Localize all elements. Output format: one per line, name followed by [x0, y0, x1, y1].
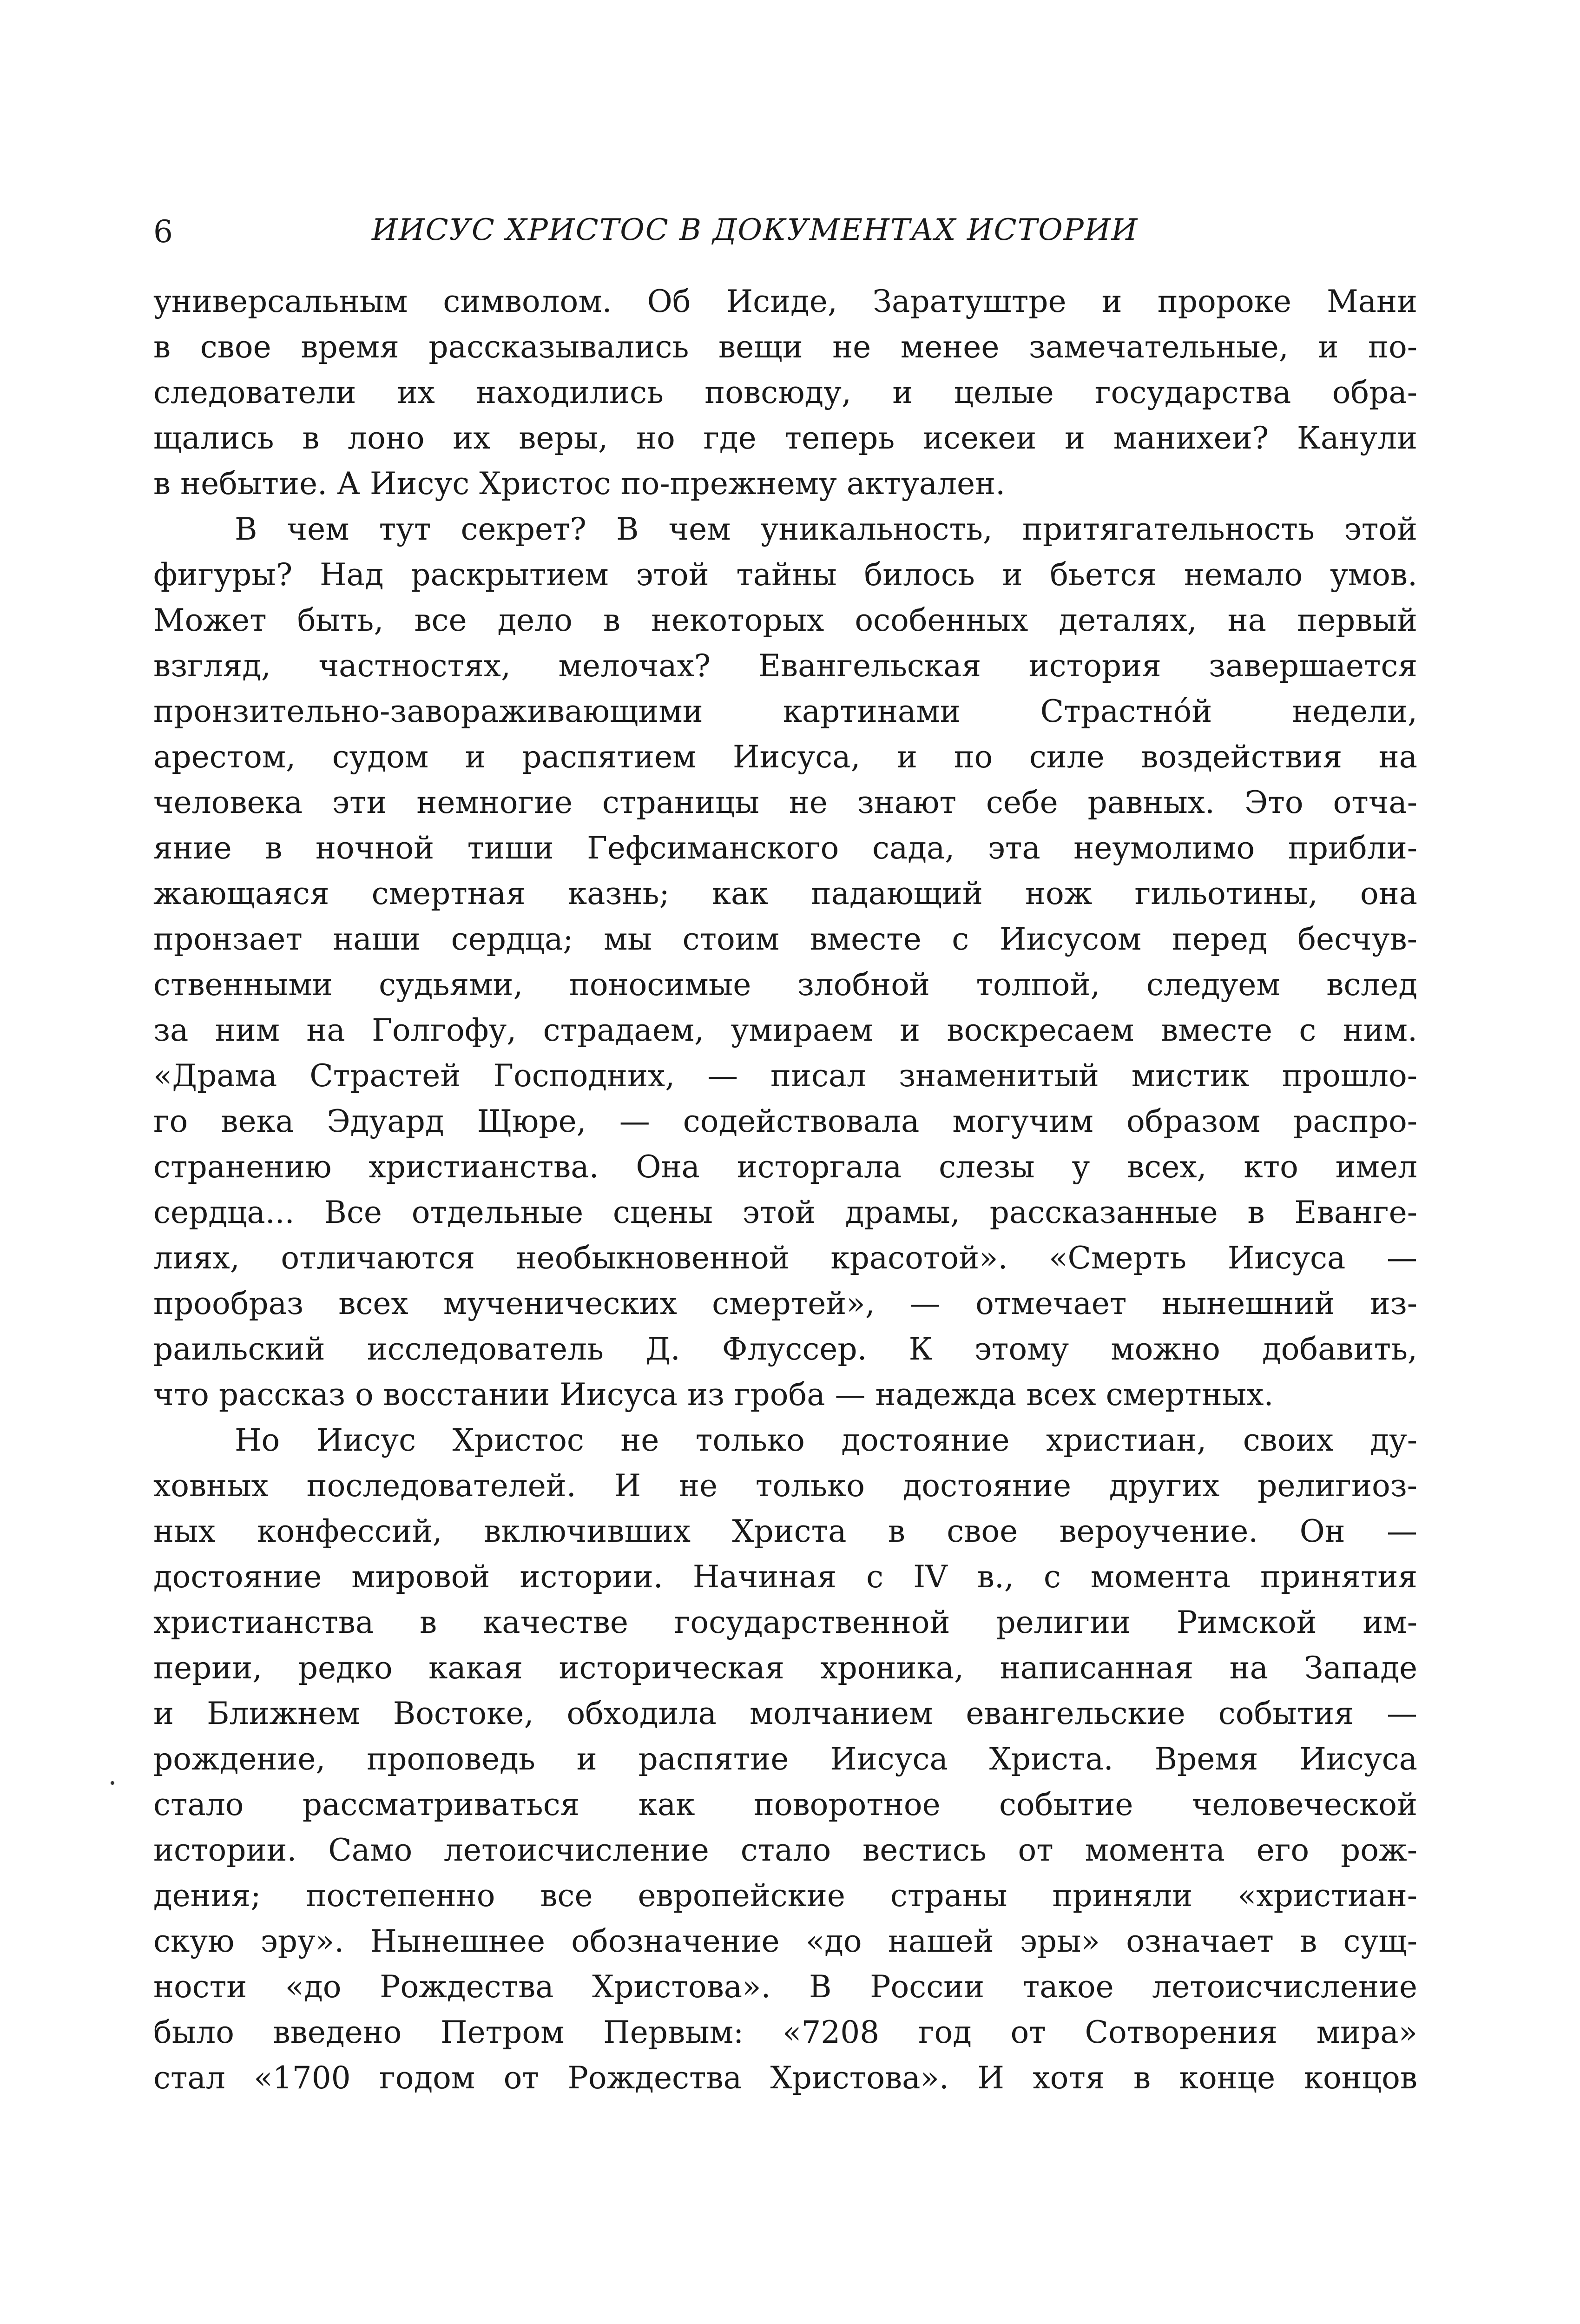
text-line: прообраз всех мученических смертей», — отмечает нынешний из- — [153, 1286, 1417, 1321]
text-line: В чем тут секрет? В чем уникальность, притягательность этой — [235, 511, 1417, 547]
text-line: универсальным символом. Об Исиде, Заратуштре и пророке Мани — [153, 284, 1417, 319]
text-line: дения; постепенно все европейские страны приняли «христиан- — [153, 1878, 1417, 1914]
text-line: человека эти немногие страницы не знают себе равных. Это отча- — [153, 785, 1417, 820]
text-line: рождение, проповедь и распятие Иисуса Христа. Время Иисуса — [153, 1741, 1417, 1777]
body-text — [153, 279, 1417, 2101]
text-line: в свое время рассказывались вещи не менее замечательные, и по- — [153, 329, 1417, 365]
book-page — [153, 205, 1417, 2101]
text-line: стало рассматриваться как поворотное событие человеческой — [153, 1787, 1417, 1822]
text-line: странению христианства. Она исторгала слезы у всех, кто имел — [153, 1149, 1417, 1185]
text-line: за ним на Голгофу, страдаем, умираем и воскресаем вместе с ним. — [153, 1012, 1417, 1048]
text-line: сердца... Все отдельные сцены этой драмы, рассказанные в Еванге- — [153, 1195, 1417, 1230]
text-line: «Драма Страстей Господних, — писал знаменитый мистик прошло- — [153, 1058, 1417, 1094]
text-line: христианства в качестве государственной религии Римской им- — [153, 1604, 1417, 1640]
text-line: го века Эдуард Щюре, — содействовала могучим образом распро- — [153, 1103, 1417, 1139]
text-line: яние в ночной тиши Гефсиманского сада, эта неумолимо прибли- — [153, 830, 1417, 866]
text-line: арестом, судом и распятием Иисуса, и по силе воздействия на — [153, 739, 1417, 775]
page-number: 6 — [153, 214, 173, 250]
text-line: следователи их находились повсюду, и целые государства обра- — [153, 375, 1417, 410]
text-line: стал «1700 годом от Рождества Христова». И хотя в конце концов — [153, 2060, 1417, 2096]
text-line: фигуры? Над раскрытием этой тайны билось и бьется немало умов. — [153, 557, 1417, 593]
text-line: ности «до Рождества Христова». В России такое летоисчисление — [153, 1969, 1417, 2005]
text-line: Может быть, все дело в некоторых особенных деталях, на первый — [153, 602, 1417, 638]
text-line: скую эру». Нынешнее обозначение «до нашей эры» означает в сущ- — [153, 1923, 1417, 1959]
text-line: в небытие. А Иисус Христос по-прежнему актуален. — [153, 466, 1006, 502]
text-line: ных конфессий, включивших Христа в свое вероучение. Он — — [153, 1513, 1417, 1549]
text-line: и Ближнем Востоке, обходила молчанием евангельские события — — [153, 1696, 1417, 1731]
text-line: истории. Само летоисчисление стало вестись от момента его рож- — [153, 1832, 1417, 1868]
text-line: перии, редко какая историческая хроника, написанная на Западе — [153, 1650, 1417, 1686]
text-line: щались в лоно их веры, но где теперь исекеи и манихеи? Канули — [153, 420, 1417, 456]
text-line: раильский исследователь Д. Флуссер. К этому можно добавить, — [153, 1331, 1417, 1367]
text-line: достояние мировой истории. Начиная с IV в., с момента принятия — [153, 1559, 1417, 1595]
text-line: что рассказ о восстании Иисуса из гроба — надежда всех смертных. — [153, 1377, 1274, 1413]
print-speck — [111, 1781, 114, 1785]
text-line: ственными судьями, поносимые злобной толпой, следуем вслед — [153, 967, 1417, 1003]
running-header — [153, 205, 1417, 256]
text-line: лиях, отличаются необыкновенной красотой». «Смерть Иисуса — — [153, 1240, 1417, 1276]
text-line: Но Иисус Христос не только достояние христиан, своих ду- — [235, 1422, 1417, 1458]
text-line: пронзает наши сердца; мы стоим вместе с Иисусом перед бесчув- — [153, 921, 1417, 957]
text-line: пронзительно-завораживающими картинами Страстно́й недели, — [153, 693, 1417, 729]
running-title: ИИСУС ХРИСТОС В ДОКУМЕНТАХ ИСТОРИИ — [372, 213, 1139, 247]
text-line: было введено Петром Первым: «7208 год от Сотворения мира» — [153, 2014, 1417, 2050]
text-line: взгляд, частностях, мелочах? Евангельская история завершается — [153, 648, 1417, 684]
text-line: жающаяся смертная казнь; как падающий нож гильотины, она — [153, 876, 1417, 911]
text-line: ховных последователей. И не только достояние других религиоз- — [153, 1468, 1417, 1504]
